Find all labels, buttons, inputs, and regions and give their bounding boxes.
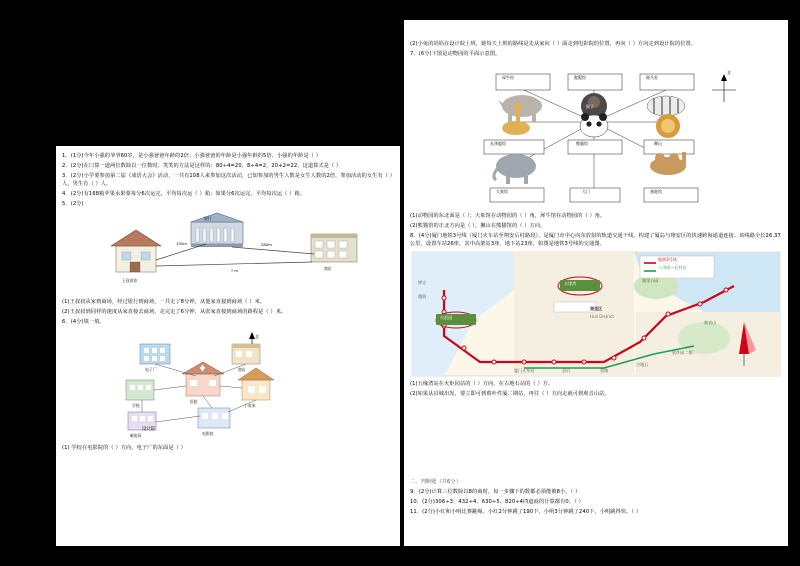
elephant-icon xyxy=(494,154,536,184)
figure-zoo-map xyxy=(404,60,788,210)
svg-text:北: 北 xyxy=(255,334,259,339)
metro-station-xiamen-railway: 厦门火车站 xyxy=(514,368,535,373)
q7-num: 7． xyxy=(410,51,419,57)
svg-text:电影院: 电影院 xyxy=(202,431,214,436)
q11-num: 11． xyxy=(410,509,423,515)
question-2 xyxy=(56,162,400,170)
zoo-label-camel: 骆驼馆 xyxy=(650,189,662,194)
metro-station-ruanjianyuan: 软件园二期 xyxy=(672,350,693,355)
label-uncle-house: 王叔叔家 xyxy=(122,278,138,283)
zebra-icon xyxy=(647,96,685,116)
label-bank-distance: 135m xyxy=(176,241,187,246)
q11-text: 小红和小明比赛跳绳。小红2分钟跳了190下，小明3分钟跳了240下，小明跳得快。（ ） xyxy=(435,509,642,515)
svg-text:北: 北 xyxy=(727,70,731,75)
label-unknown-distance: ? m xyxy=(231,268,238,273)
uncle-house-icon xyxy=(111,230,161,272)
q10-num: 10． xyxy=(410,499,423,505)
q7-text: 下图是动物园的平面示意图。 xyxy=(431,51,501,57)
question-7 xyxy=(404,50,788,58)
q8-text: 厦门地铁3号线（厦门火车站至翔安后村路段），是厦门市中心向东放射的轨道交通干线，构建了厦岛与翔安区的快速跨海通道连接。该线路全长26.37公里，设置车站26座，其中高架站3座、地下站23座，如图是地铁3号线的交通图。 xyxy=(410,233,781,247)
q2-score: (2分) xyxy=(70,163,84,169)
label-store: 商店 xyxy=(324,266,332,271)
q7-2-text: (2)熊猫馆的正北方向是（ ），狮山在熊猫馆的（ ）方向。 xyxy=(410,223,546,229)
store-building-icon xyxy=(311,234,357,262)
cinema-icon xyxy=(198,408,230,436)
lion-icon xyxy=(656,114,680,138)
question-3 xyxy=(56,172,400,188)
zoo-label-zebra: 斑马室 xyxy=(646,75,658,80)
zoo-label-lion: 狮山 xyxy=(654,141,662,146)
question-1 xyxy=(56,152,400,160)
q1-text: 今年小强的爷爷60岁，是小强爸爸年龄的2倍；小强爸爸的年龄是小强年龄的5倍。小强的年龄是（ ） xyxy=(83,153,322,159)
q10-score: (2分) xyxy=(422,499,436,505)
metro-station-houcun: 钟宅 xyxy=(418,280,427,285)
question-5 xyxy=(56,200,400,208)
question-6 xyxy=(56,318,400,326)
q5-2-text: (2)王叔叔到同样的速度从家直接去商场，走完走了6分钟，从张家直接到商场的路程是（ ）米。 xyxy=(62,309,287,315)
metro-station-gudishi: 古地石 xyxy=(636,362,649,367)
hospital-icon xyxy=(182,362,224,404)
xiaoying-home-icon xyxy=(238,368,274,408)
q3-num: 3． xyxy=(62,173,71,179)
question-8 xyxy=(404,232,788,248)
metro-district-subtitle: Huli District xyxy=(590,314,614,319)
school-icon xyxy=(126,380,154,408)
question-5-2 xyxy=(56,308,400,316)
q2-text: 在口算一道两位数除以一位数时，笑笑的方法是这样的：80÷4=20，8÷4=2，20+2=22，这道算式是（ ） xyxy=(83,163,342,169)
figure-map-bank-store xyxy=(56,210,400,296)
q8-2-text: (2)如果从县城出发，要立即可到蔡叶件厦二期站，再往（ ）方向走就可到观音山站。 xyxy=(410,391,610,397)
svg-text:学校: 学校 xyxy=(132,403,140,408)
question-8-1 xyxy=(404,380,788,388)
zoo-label-rhino: 犀牛馆 xyxy=(502,75,514,80)
q3-score: (2分) xyxy=(70,173,84,179)
panda-icon xyxy=(580,113,608,137)
q4-score: (2分) xyxy=(70,191,84,197)
q6-2-text: (2)小兔的妈妈在设计院上班，她每天上班的路线是先从家向（ ）面走到电影院的位置，再向（ ）方向走到设计院的位置。 xyxy=(410,41,697,47)
svg-text:医院: 医院 xyxy=(190,399,198,404)
metro-legend-line2: 八市街—后村站 xyxy=(658,265,687,270)
q9-num: 9． xyxy=(410,489,419,495)
bank-building-icon xyxy=(191,213,243,247)
metro-station-caitang: 蔡塘 xyxy=(600,368,609,373)
question-7-2 xyxy=(404,222,788,230)
metro-station-huliyuan: 湖里公园 xyxy=(642,278,659,283)
question-11 xyxy=(404,508,788,516)
q8-1-text: (1)五缘湾站在火炬园站的（ ）方向，在古地石站的（ ）方。 xyxy=(410,381,554,387)
zoo-label-giraffe: 长颈鹿馆 xyxy=(490,141,506,146)
zoo-label-gorilla: 猩猩馆 xyxy=(574,75,586,80)
post-office-icon xyxy=(128,412,156,438)
camel-icon xyxy=(650,152,686,175)
label-store-distance: 280m xyxy=(261,242,272,247)
label-design-institute: 设计院 xyxy=(142,427,156,432)
question-10 xyxy=(404,498,788,506)
figure-metro-map xyxy=(404,250,788,378)
zoo-label-elephant: 大象馆 xyxy=(496,189,508,194)
q2-num: 2． xyxy=(62,163,71,169)
q11-score: (2分) xyxy=(422,509,436,515)
q3-text: 小学要参加第二届《成语大会》活动，一共有108人来参加这次活动，已知参加的男生人数是女生人数的2倍，参加活动的女生有（ ）人，男生有（ ）人。 xyxy=(62,173,393,187)
q4-text: 有168箱苹果水果要每分6次运完，平均每次运（ ）箱；如果分6次运完，平均每次运（ ）箱。 xyxy=(83,191,306,197)
q8-num: 8． xyxy=(410,233,419,239)
question-8-2 xyxy=(404,390,788,398)
question-9 xyxy=(404,488,788,496)
q1-score: (1分) xyxy=(70,153,84,159)
left-page xyxy=(56,146,400,546)
q5-score: (2分) xyxy=(70,201,84,207)
metro-station-muchuo: 穆厝 xyxy=(418,294,427,299)
right-page-bottom xyxy=(404,468,788,546)
metro-station-huoju: 火炬园 xyxy=(440,315,453,320)
label-bank: 银行 xyxy=(204,216,212,221)
q9-score: (2分) xyxy=(418,489,432,495)
electronics-factory-icon xyxy=(140,344,170,372)
question-6-2 xyxy=(404,40,788,48)
svg-text:商店: 商店 xyxy=(238,367,246,372)
metro-legend-line1: 地铁3号线 xyxy=(658,257,677,262)
svg-text:电子厂: 电子厂 xyxy=(145,367,157,372)
metro-district-title: 湖里区 xyxy=(590,306,603,311)
section-header-judgement: 二、判断题（共6分） xyxy=(410,479,461,485)
zoo-label-panda: 熊猫馆 xyxy=(576,141,588,146)
zoo-label-center: 猴子 xyxy=(586,104,594,109)
q5-1-text: (1)王叔叔从家到商场，经过银行到商场，一共走了8分钟，从他家直接到商场（ ）米。 xyxy=(62,299,266,305)
q4-num: 4． xyxy=(62,191,71,197)
metro-station-xianhou: 县后 xyxy=(562,368,571,373)
question-5-1 xyxy=(56,298,400,306)
question-4 xyxy=(56,190,400,198)
q1-num: 1． xyxy=(62,153,71,159)
figure-town-map xyxy=(56,328,400,438)
q6-score: (4分) xyxy=(70,319,84,325)
q5-num: 5． xyxy=(62,201,71,207)
q7-1-text: (1)动物园的东北面是（ ）；大象馆在动物园的（ ）角，犀牛馆在动物园的（ ）角。 xyxy=(410,213,606,219)
svg-text:邮电局: 邮电局 xyxy=(130,433,142,438)
question-6-1 xyxy=(56,444,400,452)
q7-score: (6分) xyxy=(418,51,432,57)
q10-text: 306÷3、432÷4、630÷5、820÷4四道商的计算都有0。（ ） xyxy=(435,499,584,505)
svg-text:小英家: 小英家 xyxy=(244,403,256,408)
zoo-north-arrow-icon xyxy=(712,70,736,102)
zoo-label-gate: 大门 xyxy=(582,189,590,194)
q8-score: (4分) xyxy=(418,233,432,239)
question-7-1 xyxy=(404,212,788,220)
metro-station-guanyinshan: 观音山 xyxy=(704,320,717,325)
metro-station-wuyuanwan: 五缘湾 xyxy=(564,281,577,286)
q6-num: 6． xyxy=(62,319,71,325)
q9-text: 计算三位数除以8的商时，每一步骤下的数都必须能被8小。（ ） xyxy=(431,489,581,495)
q6-text: 填一填。 xyxy=(83,319,105,325)
q6-1-text: (1) 学校在电影院的（ ）方向，电子厂的东面是（ ） xyxy=(62,445,186,451)
